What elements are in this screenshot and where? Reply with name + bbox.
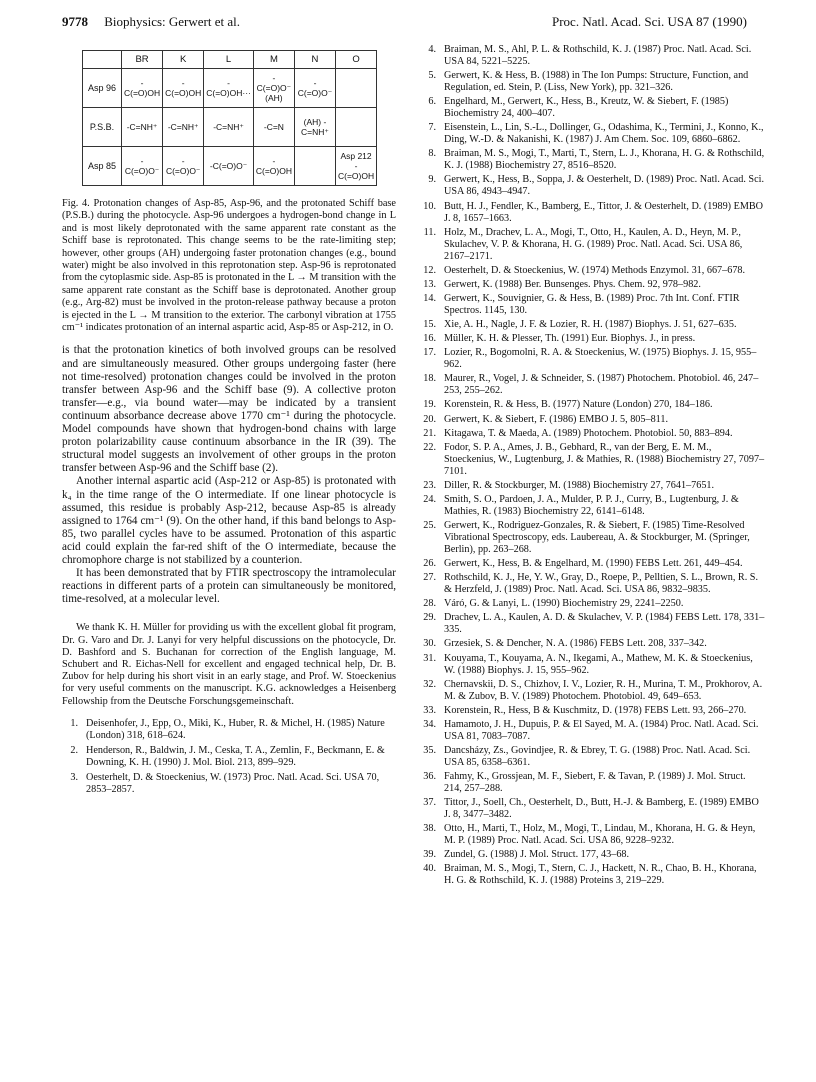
reference-item [420,653,765,677]
reference-text: Fahmy, K., Grossjean, M. F., Siebert, F. & Tavan, P. (1989) J. Mol. Struct. 214, 257–288. [444,771,746,794]
structure-cell: -C(=O)O⁻ [294,69,335,108]
reference-text: Zundel, G. (1988) J. Mol. Struct. 177, 43–68. [444,849,630,861]
reference-text: Gerwert, K. & Hess, B. (1988) in The Ion Pumps: Structure, Function, and Regulation, ed. Stein, P. (Liss, New York), pp. 321–326. [444,70,749,94]
reference-number: 32. [423,678,436,690]
reference-number: 6. [428,96,436,108]
reference-text: Chernavskii, D. S., Chizhov, I. V., Lozier, R. H., Murina, T. M., Prokhorov, A. M. & Zubov, B. V. (1989) Photochem. Photobiol. 49, 649–653. [444,678,763,702]
reference-number: 21. [423,427,436,439]
reference-number: 12. [423,264,436,276]
left-column [62,44,396,799]
reference-item [420,849,765,861]
reference-text: Xie, A. H., Nagle, J. F. & Lozier, R. H. (1987) Biophys. J. 51, 627–635. [444,319,737,331]
reference-item [420,719,765,743]
reference-text: Oesterhelt, D. & Stoeckenius, W. (1973) Proc. Natl. Acad. Sci. USA 70, 2853–2857. [86,771,380,795]
structure-cell: -C=NH⁺ [163,108,204,147]
figure-caption [62,198,396,334]
reference-item [420,319,765,331]
reference-number: 26. [423,558,436,570]
reference-number: 1. [70,717,78,729]
reference-text: Gerwert, K., Rodriguez-Gonzales, R. & Siebert, F. (1985) Time-Resolved Vibrational Spectroscopy, eds. Laubereau, A. & Stockburger, M. (Springer, Berlin), pp. 263–268. [444,519,750,555]
reference-number: 22. [423,441,436,453]
reference-text: Smith, S. O., Pardoen, J. A., Mulder, P. P. J., Curry, B., Lugtenburg, J. & Mathies, R. (1983) Biochemistry 22, 6141–6148. [444,493,739,517]
reference-number: 14. [423,292,436,304]
structure-cell: -C(=O)OH [253,147,294,186]
reference-number: 30. [423,638,436,650]
reference-text: Henderson, R., Baldwin, J. M., Ceska, T. A., Zemlin, F., Beckmann, E. & Downing, K. H. (1990) J. Mol. Biol. 213, 899–929. [86,744,385,768]
reference-text: Grzesiek, S. & Dencher, N. A. (1986) FEBS Lett. 208, 337–342. [444,638,707,650]
reference-number: 34. [423,718,436,730]
reference-text: Drachev, L. A., Kaulen, A. D. & Skulachev, V. P. (1984) FEBS Lett. 178, 331–335. [444,612,765,636]
reference-number: 24. [423,493,436,505]
reference-text: Braiman, M. S., Ahl, P. L. & Rothschild, K. J. (1987) Proc. Natl. Acad. Sci. USA 84, 5221–5225. [444,44,752,67]
reference-text: Gerwert, K. (1988) Ber. Bunsenges. Phys. Chem. 92, 978–982. [444,278,701,290]
reference-item [420,265,765,277]
reference-item [420,480,765,492]
reference-number: 31. [423,652,436,664]
reference-text: Gerwert, K., Hess, B. & Engelhard, M. (1990) FEBS Lett. 261, 449–454. [444,558,743,570]
row-label: P.S.B. [83,108,122,147]
reference-text: Kouyama, T., Kouyama, A. N., Ikegami, A., Mathew, M. K. & Stoeckenius, W. (1988) Biophys. J. 15, 955–962. [444,652,753,676]
figure-4-table [82,50,377,186]
reference-number: 3. [70,771,78,783]
structure-cell [335,108,376,147]
structure-cell: -C(=O)OH··· [204,69,254,108]
reference-number: 36. [423,771,436,782]
reference-number: 15. [423,319,436,331]
figure-header-row [83,51,377,69]
reference-text: Otto, H., Marti, T., Holz, M., Mogi, T., Lindau, M., Khorana, H. G. & Heyn, M. P. (1989) Proc. Natl. Acad. Sci. USA 86, 9228–9232. [444,823,756,847]
reference-item [420,572,765,596]
row-label: Asp 96 [83,69,122,108]
reference-item [420,279,765,291]
structure-cell: -C(=O)O⁻ (AH) [253,69,294,108]
reference-number: 19. [423,399,436,411]
structure-cell: -C(=O)OH [122,69,163,108]
reference-list-left [62,718,396,796]
reference-text: Eisenstein, L., Lin, S.-L., Dollinger, G., Odashima, K., Termini, J., Konno, K., Ding, W.-D. & Nakanishi, K. (1987) J. Am Chem. Soc. 109, 6860–6862. [444,122,764,146]
structure-cell: -C=N [253,108,294,147]
reference-number: 7. [428,122,436,134]
col-header: L [204,51,254,69]
figure-row-asp96 [83,69,377,108]
reference-number: 23. [423,479,436,491]
reference-text: Gerwert, K., Souvignier, G. & Hess, B. (1989) Proc. 7th Int. Conf. FTIR Spectros. 1145, 130. [444,292,740,316]
reference-item [62,772,396,796]
structure-cell: -C(=O)O⁻ [122,147,163,186]
reference-item [420,373,765,397]
reference-item [420,612,765,636]
reference-text: Maurer, R., Vogel, J. & Schneider, S. (1987) Photochem. Photobiol. 46, 247–253, 255–262. [444,373,759,397]
reference-item [420,174,765,198]
structure-cell: Asp 212 -C(=O)OH [335,147,376,186]
col-header: K [163,51,204,69]
reference-item [420,44,765,68]
reference-item [420,679,765,703]
reference-item [420,201,765,225]
reference-number: 38. [423,823,436,835]
body-text [62,344,396,606]
reference-number: 25. [423,519,436,531]
reference-text: Holz, M., Drachev, L. A., Mogi, T., Otto, H., Kaulen, A. D., Heyn, M. P., Skulachev, V. P. & Khorana, H. G. (1989) Proc. Natl. Acad. Sci. USA 86, 2167–2171. [444,226,743,262]
reference-number: 35. [423,744,436,756]
reference-number: 18. [423,373,436,385]
reference-text: Oesterhelt, D. & Stoeckenius, W. (1974) Methods Enzymol. 31, 667–678. [444,264,746,276]
reference-item [62,718,396,742]
reference-item [420,399,765,411]
reference-item [420,414,765,426]
figure-label: Fig. 4. [62,198,90,209]
structure-cell: -C(=O)O⁻ [163,147,204,186]
reference-text: Braiman, M. S., Mogi, T., Stern, C. J., Hackett, N. R., Chao, B. H., Khorana, H. G. & Rothschild, K. J. (1988) Proteins 3, 219–229. [444,863,757,887]
reference-item [420,558,765,570]
reference-text: Korenstein, R. & Hess, B. (1977) Nature (London) 270, 184–186. [444,399,713,411]
reference-text: Müller, K. H. & Plesser, Th. (1991) Eur. Biophys. J., in press. [444,333,696,345]
reference-number: 28. [423,598,436,610]
reference-text: Rothschild, K. J., He, Y. W., Gray, D., Roepe, P., Pelltien, S. L., Brown, R. S. & Herzfeld, J. (1989) Proc. Natl. Acad. Sci. USA 86, 9832–9835. [444,572,759,596]
page-number: 9778 [62,14,88,29]
reference-item [420,797,765,821]
reference-list-right [420,44,765,887]
structure-cell: -C=NH⁺ [122,108,163,147]
reference-item [420,70,765,94]
reference-text: Váró, G. & Lanyi, L. (1990) Biochemistry 29, 2241–2250. [444,598,684,610]
reference-item [420,823,765,847]
reference-number: 37. [423,797,436,809]
col-header: O [335,51,376,69]
reference-number: 29. [423,612,436,624]
reference-text: Fodor, S. P. A., Ames, J. B., Gebhard, R., van der Berg, E. M. M., Stoeckenius, W., Lugtenburg, J. & Mathies, R. (1988) Biochemistry 27, 7097–7101. [444,441,765,477]
structure-cell [294,147,335,186]
reference-item [62,745,396,769]
reference-text: Diller, R. & Stockburger, M. (1988) Biochemistry 27, 7641–7651. [444,479,715,491]
reference-item [420,293,765,317]
reference-item [420,333,765,345]
structure-cell: -C(=O)O⁻ [204,147,254,186]
acknowledgments: We thank K. H. Müller for providing us with the excellent global fit program, Dr. G. Varo and Dr. J. Lanyi for very helpful discussions on the photocycle, Dr. D. Bashford and S. Buchanan for correction of the English language, M. Schubert and R. Eichas-Nell for excellent and engaged technical help, Dr. B. Zubov for help during his short visit in an early stage, and Prof. W. Stoeckenius for very useful comments on the manuscript. K.G. acknowledges a Heisenberg Fellowship from the Deutsche Forschungsgemeinschaft. [62,622,396,707]
reference-number: 16. [423,333,436,345]
structure-cell: -C(=O)OH [163,69,204,108]
reference-number: 27. [423,572,436,584]
body-paragraph: is that the protonation kinetics of both involved groups can be resolved and are simultaneously measured. Other groups undergoing faster (here not time-resolved) protonation changes could be involved in the proton transfer between Asp-96 and the Schiff base (9). A collective proton transfer—e.g., via bound water—may be indicated by a transient continuum absorbance decrease above 1770 cm⁻¹ during the photocycle. Model compounds have shown that hydrogen-bond chains with large proton polarizability cause continuum absorbance in the IR (39). The structural model suggests an involvement of other groups in the proton transfer between Asp-96 and the Schiff base (2). [62,344,396,475]
reference-item [420,598,765,610]
structure-cell: (AH) -C=NH⁺ [294,108,335,147]
reference-number: 20. [423,413,436,425]
reference-item [420,227,765,263]
reference-item [420,638,765,650]
reference-text: Deisenhofer, J., Epp, O., Miki, K., Huber, R. & Michel, H. (1985) Nature (London) 318, 618–624. [86,717,385,741]
reference-item [420,705,765,717]
figure-row-psb [83,108,377,147]
figure-caption-text: Protonation changes of Asp-85, Asp-96, and the protonated Schiff base (P.S.B.) during the photocycle. Asp-96 undergoes a hydrogen-bond change in L and is most likely deprotonated with the same apparent rate constant as the Schiff base is reprotonated. This change seems to be the rate-limiting step; however, other groups (AH) undergoing faster protonation changes (e.g., bound water) might be also involved in this reprotonation step. Asp-96 is reprotonated from the cytoplasmic side. Asp-85 is protonated in the L → M transition with the same apparent rate constant as the Schiff base is deprotonated. Another group (e.g., Arg-82) must be involved in the proton-release pathway because a proton is ejected in the L → M transition to the exterior. The carbonyl vibration at 1755 cm⁻¹ indicates protonation of an internal aspartic acid, Asp-85 or Asp-212, in O. [62,198,397,334]
reference-text: Korenstein, R., Hess, B & Kuschmitz, D. (1978) FEBS Lett. 93, 266–270. [444,704,747,716]
structure-cell [335,69,376,108]
reference-number: 9. [428,174,436,186]
col-header: BR [122,51,163,69]
body-paragraph: Another internal aspartic acid (Asp-212 or Asp-85) is protonated with k₄ in the time range of the O intermediate. If one linear photocycle is assumed, this residue is probably Asp-212, because Asp-85 is already assigned to 1764 cm⁻¹ (9). On the other hand, if this band belongs to Asp-85, two parallel cycles have to be assumed. Protonation of this aspartic acid could explain the far-red shift of the O intermediate, because the chromophore charge is not stabilized by a counterion. [62,475,396,566]
reference-number: 39. [423,849,436,861]
reference-item [420,347,765,371]
body-paragraph: It has been demonstrated that by FTIR spectroscopy the intramolecular reactions in different parts of a protein can simultaneously be monitored, time-resolved, at a molecular level. [62,567,396,606]
reference-number: 40. [423,863,436,875]
reference-item [420,442,765,478]
reference-text: Butt, H. J., Fendler, K., Bamberg, E., Tittor, J. & Oesterhelt, D. (1989) EMBO J. 8, 1657–1663. [444,200,764,224]
reference-number: 4. [428,44,436,55]
right-column [420,44,765,889]
reference-text: Lozier, R., Bogomolni, R. A. & Stoeckenius, W. (1975) Biophys. J. 15, 955–962. [444,347,757,371]
reference-item [420,520,765,556]
reference-number: 10. [423,200,436,212]
reference-item [420,122,765,146]
reference-item [420,771,765,795]
reference-item [420,863,765,887]
reference-item [420,428,765,440]
reference-number: 5. [428,70,436,82]
figure-corner-cell [83,51,122,69]
reference-text: Braiman, M. S., Mogi, T., Marti, T., Stern, L. J., Khorana, H. G. & Rothschild, K. J. (1988) Biochemistry 27, 8516–8520. [444,148,765,172]
col-header: M [253,51,294,69]
reference-item [420,494,765,518]
journal-citation: Proc. Natl. Acad. Sci. USA 87 (1990) [552,14,747,29]
reference-item [420,745,765,769]
row-label: Asp 85 [83,147,122,186]
section-title: Biophysics: Gerwert et al. [104,14,240,29]
reference-text: Dancsházy, Zs., Govindjee, R. & Ebrey, T. G. (1988) Proc. Natl. Acad. Sci. USA 85, 6358–6361. [444,744,751,768]
reference-item [420,96,765,120]
reference-text: Engelhard, M., Gerwert, K., Hess, B., Kreutz, W. & Siebert, F. (1985) Biochemistry 24, 400–407. [444,96,729,120]
reference-number: 13. [423,278,436,290]
reference-number: 11. [423,226,436,238]
reference-text: Tittor, J., Soell, Ch., Oesterhelt, D., Butt, H.-J. & Bamberg, E. (1989) EMBO J. 8, 3477–3482. [444,797,759,821]
reference-text: Gerwert, K., Hess, B., Soppa, J. & Oesterhelt, D. (1989) Proc. Natl. Acad. Sci. USA 86, 4943–4947. [444,174,765,198]
figure-row-asp85 [83,147,377,186]
reference-text: Gerwert, K. & Siebert, F. (1986) EMBO J. 5, 805–811. [444,413,669,425]
reference-item [420,148,765,172]
reference-number: 2. [70,744,78,756]
reference-text: Kitagawa, T. & Maeda, A. (1989) Photochem. Photobiol. 50, 883–894. [444,427,733,439]
structure-cell: -C=NH⁺ [204,108,254,147]
page-header-left [62,14,240,30]
reference-text: Hamamoto, J. H., Dupuis, P. & El Sayed, M. A. (1984) Proc. Natl. Acad. Sci. USA 81, 7083–7087. [444,718,759,742]
reference-number: 17. [423,347,436,359]
reference-number: 33. [423,704,436,716]
reference-number: 8. [428,148,436,160]
col-header: N [294,51,335,69]
